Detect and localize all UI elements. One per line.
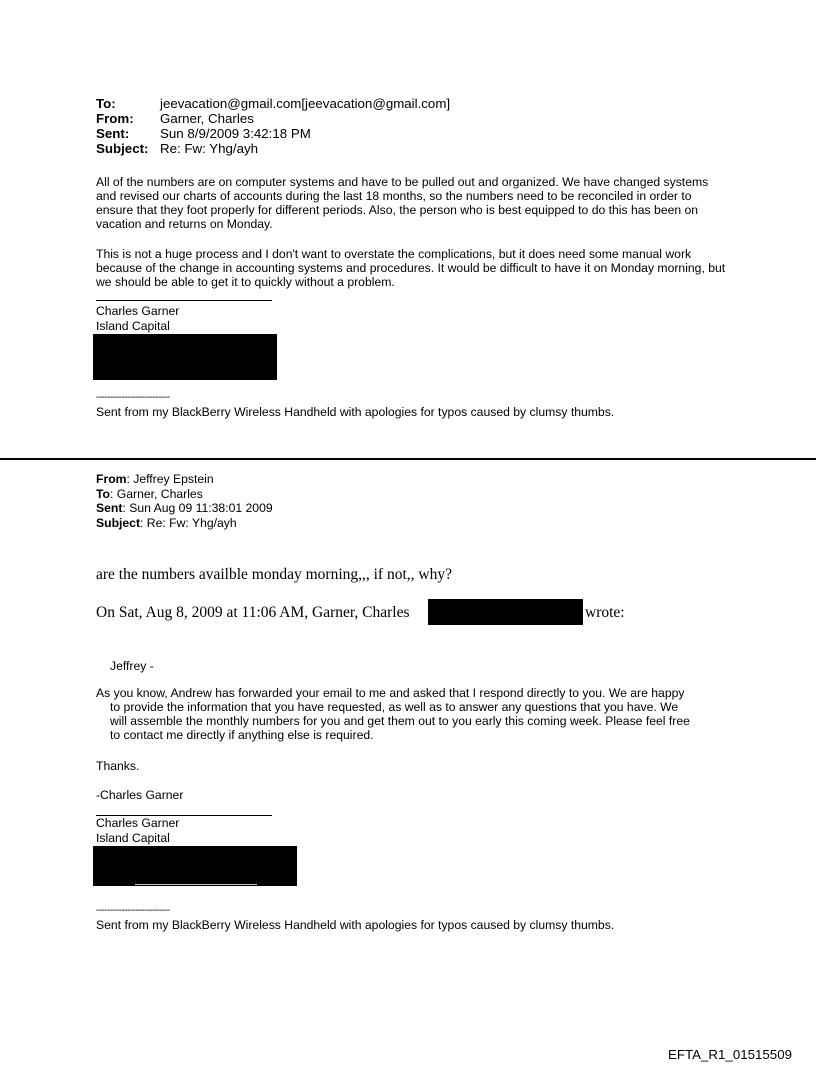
email1-subject-label: Subject: <box>96 141 149 156</box>
email2-to-label: To <box>96 486 110 501</box>
email1-redaction-block <box>93 334 277 380</box>
document-id: EFTA_R1_01515509 <box>668 1047 792 1062</box>
email2-from-label: From <box>96 472 127 486</box>
email2-from-value: : Jeffrey Epstein <box>126 472 214 486</box>
email2-signature-name: Charles Garner <box>96 816 180 830</box>
email2-thanks: Thanks. <box>96 759 140 773</box>
email2-signoff: -Charles Garner <box>96 788 184 802</box>
email2-sent-value: : Sun Aug 09 11:38:01 2009 <box>122 501 273 515</box>
email2-sent-row <box>96 501 273 516</box>
email2-dashes: -------------------------- <box>96 905 170 916</box>
email1-body-paragraph-1: All of the numbers are on computer systems and have to be pulled out and organized. We have changed systems and revised our charts of accounts during the last 18 months, so the numbers need to be reconciled in order to ensure that they foot properly for different periods. Also, the person who is best equipped to do this has been on vacation and returns on Monday. <box>96 175 709 231</box>
email2-to-row <box>96 487 273 502</box>
email2-quote-line-1: As you know, Andrew has forwarded your email to me and asked that I respond directly to you. We are happy <box>96 686 685 700</box>
email2-header <box>96 472 273 530</box>
email2-quote-line-2: to provide the information that you have requested, as well as to answer any questions that you have. We <box>110 700 679 714</box>
email2-subject-value: : Re: Fw: Yhg/ayh <box>140 515 237 530</box>
email1-to-value: jeevacation@gmail.com[jeevacation@gmail.com] <box>160 96 451 111</box>
email2-to-value: : Garner, Charles <box>109 486 203 501</box>
email2-quote-wrote: wrote: <box>585 604 625 621</box>
email1-sent-value: Sun 8/9/2009 3:42:18 PM <box>160 126 311 141</box>
email1-blackberry-footer: Sent from my BlackBerry Wireless Handheld with apologies for typos caused by clumsy thumbs. <box>96 405 615 419</box>
email1-to-label: To: <box>96 96 116 111</box>
email2-greeting: Jeffrey - <box>110 659 154 673</box>
email1-signature-rule <box>96 300 272 301</box>
email2-redaction-email <box>428 599 583 625</box>
email1-body-paragraph-2: This is not a huge process and I don't want to overstate the complications, but it does need some manual work because of the change in accounting systems and procedures. It would be difficult to have it on Monday morning, but we should be able to get it to quickly without a problem. <box>96 247 726 289</box>
email2-sent-label: Sent <box>96 501 123 515</box>
email1-subject-value: Re: Fw: Yhg/ayh <box>160 141 259 156</box>
email2-quote-intro: On Sat, Aug 8, 2009 at 11:06 AM, Garner, Charles <box>96 604 410 621</box>
email2-subject-row <box>96 516 273 531</box>
email1-from-value: Garner, Charles <box>160 111 254 126</box>
email2-redaction-block <box>93 846 297 886</box>
email2-signature <box>96 816 179 846</box>
email1-sent-label: Sent: <box>96 126 130 141</box>
email1-signature-name: Charles Garner <box>96 304 180 318</box>
email1-from-label: From: <box>96 111 134 126</box>
email1-subject-row <box>96 141 450 156</box>
email2-faint-underline <box>135 884 257 885</box>
email2-from-row <box>96 472 273 487</box>
email1-from-row <box>96 111 450 126</box>
email2-subject-label: Subject <box>96 515 141 530</box>
email2-quote-line-4: to contact me directly if anything else is required. <box>110 728 374 742</box>
email2-signature-company: Island Capital <box>96 831 170 845</box>
email2-body: are the numbers availble monday morning,,, if not,, why? <box>96 566 452 583</box>
email1-signature <box>96 304 179 334</box>
email2-blackberry-footer: Sent from my BlackBerry Wireless Handheld with apologies for typos caused by clumsy thumbs. <box>96 918 615 932</box>
email2-quote-line-3: will assemble the monthly numbers for you and get them out to you early this coming week. Please feel free <box>110 714 690 728</box>
email1-to-row <box>96 96 450 111</box>
email1-signature-company: Island Capital <box>96 319 170 333</box>
email1-header <box>96 96 450 156</box>
message-divider <box>0 458 816 460</box>
email1-sent-row <box>96 126 450 141</box>
email1-dashes: -------------------------- <box>96 392 170 403</box>
email2-quote-paragraph <box>96 686 736 742</box>
